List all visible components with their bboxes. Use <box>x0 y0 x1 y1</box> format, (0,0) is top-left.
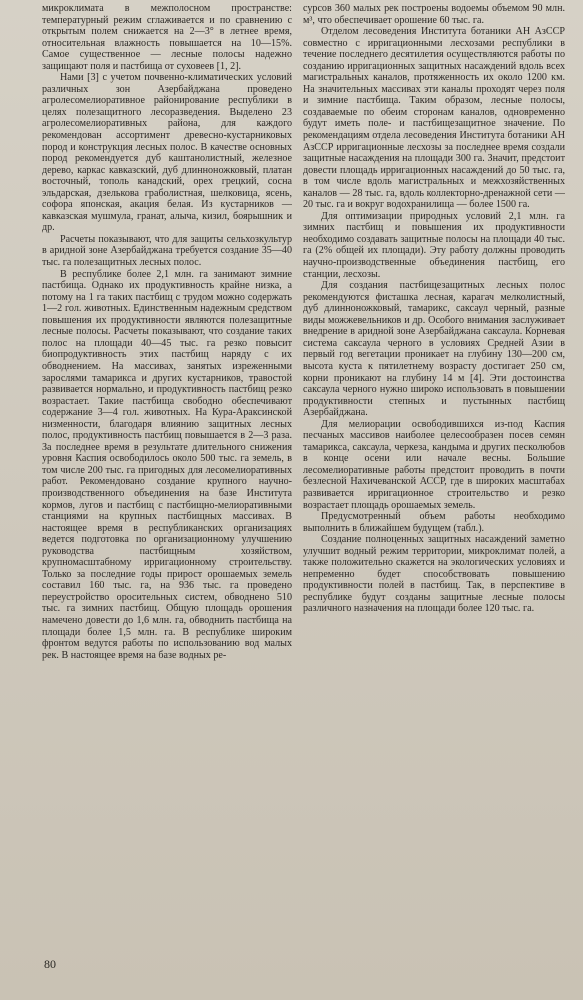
paragraph: Отделом лесоведения Института ботаники АН АзССР совместно с ирригационными лесхозами республики в течение последнего десятилетия осуществляются работы по созданию ирригационных защитных насаждений вдоль всех магистральных каналов, протяженность их около 1200 км. На значительных массивах эти каналы проходят через поля и зимние пастбища. Таким образом, лесные полосы, создаваемые по обеим сторонам каналов, одновременно будут иметь поле- и пастбищезащитное значение. По рекомендациям отдела лесоведения Института ботаники АН АзССР ирригационные лесхозы за последнее время создали защитные насаждения на площади 300 га. Значит, предстоит довести площадь ирригационных насаждений до 50 тыс. га, в том числе вдоль магистральных и межхозяйственных каналов — 28 тыс. га, вдоль коллекторно-дренажной сети — 20 тыс. га и вокруг водохранилища — более 1500 га. <box>303 26 565 211</box>
paragraph: микроклимата в межполосном пространстве: температурный режим сглаживается и по сравнению с открытым полем снижается на 2—3° в летнее время, относительная влажность повышается на 10—15%. Самое существенное — лесные полосы надежно защищают поля и пастбища от суховеев [1, 2]. <box>42 3 292 72</box>
paragraph: В республике более 2,1 млн. га занимают зимние пастбища. Однако их продуктивность крайне низка, а потому на 1 га таких пастбищ с трудом можно содержать 1—2 гол. животных. Единственным надежным средством повышения их продуктивности являются полезащитные лесные полосы. Расчеты показывают, что создание таких полос на площади 40—45 тыс. га резко повысит биопродуктивность этих пастбищ наряду с их обводнением. На массивах, занятых изреженными зарослями тамарикса и других кустарников, травостой развивается нормально, и продуктивность пастбищ резко возрастает. Такие пастбища свободно обеспечивают содержание 3—4 гол. животных. На Кура-Араксинской низменности, благодаря влиянию защитных лесных полос, продуктивность пастбищ повышается в 2—3 раза. За последнее время в результате длительного снижения уровня Каспия освободилось около 500 тыс. га земель, в том числе 200 тыс. га пригодных для лесомелиоративных работ. Рекомендовано создание крупного научно-производственного объединения на базе Института кормов, лугов и пастбищ с пастбищно-мелиоративными станциями на крупных пастбищных массивах. В настоящее время в республиканских организациях ведется подготовка по организационному улучшению руководства пастбищным хозяйством, крупномасштабному ирригационному строительству. Только за последние годы прирост орошаемых земель составил 160 тыс. га, на 936 тыс. га проведено переустройство оросительных систем, обводнено 510 тыс. га зимних пастбищ. Общую площадь орошения намечено довести до 1,6 млн. га, обводнить пастбища на площади более 1,5 млн. га. В республике широким фронтом ведутся работы по использованию вод малых рек. В настоящее время на базе водных ре- <box>42 268 292 661</box>
paragraph: Нами [3] с учетом почвенно-климатических условий различных зон Азербайджана проведено агролесомелиоративное районирование республики в целях полезащитного лесоразведения. Выделено 23 агролесомелиоративных района, для каждого рекомендован ассортимент древесно-кустарниковых пород и конструкция лесных полос. В качестве основных пород рекомендуется дуб каштанолистный, железное дерево, каркас кавказский, дуб длинноножковый, платан восточный, тополь канадский, орех грецкий, сосна эльдарская, дзелькова граболистная, шелковица, ясень, софора японская, акация белая. Из кустарников — кавказская мушмула, гранат, алыча, кизил, боярышник и др. <box>42 72 292 234</box>
paragraph: Для создания пастбищезащитных лесных полос рекомендуются фисташка лесная, карагач мелколистный, дуб длинноножковый, тамарикс, саксаул черный, разные виды можжевельников и др. Особого внимания заслуживает внедрение в аридной зоне Азербайджана саксаула. Корневая система саксаула черного в условиях Средней Азии в первый год вегетации проникает на глубину 130—200 см, высота куста к пятилетнему возрасту достигает 250 см, корни проникают на глубину 14 м [4]. Эти достоинства саксаула черного нужно широко использовать в повышении продуктивности степных и пустынных пастбищ Азербайджана. <box>303 280 565 419</box>
paragraph: Для оптимизации природных условий 2,1 млн. га зимних пастбищ и повышения их продуктивности необходимо создавать защитные полосы на площади 40 тыс. га (2% общей их площади). Эту работу должны проводить научно-производственные объединения пастбищ, его станции, лесхозы. <box>303 210 565 280</box>
paragraph: Предусмотренный объем работы необходимо выполнить в ближайшем будущем (табл.). <box>303 511 565 534</box>
paragraph: Для мелиорации освободившихся из-под Каспия песчаных массивов наиболее целесообразен посев семян тамарикса, саксаула, черкеза, кандыма и других песколюбов в конце осени или начале весны. Большие лесомелиоративные работы предстоит проводить в почти безлесной Нахичеванской АССР, где в широких масштабах развивается ирригационное строительство и резко возрастает площадь орошаемых земель. <box>303 418 565 511</box>
page-number: 80 <box>44 957 56 971</box>
right-column <box>303 3 565 960</box>
paragraph: Расчеты показывают, что для защиты сельхозкультур в аридной зоне Азербайджана требуется создание 35—40 тыс. га полезащитных лесных полос. <box>42 233 292 269</box>
paragraph: сурсов 360 малых рек построены водоемы объемом 90 млн. м³, что обеспечивает орошение 60 тыс. га. <box>303 3 565 26</box>
paragraph: Создание полноценных защитных насаждений заметно улучшит водный режим территории, микроклимат полей, а также положительно скажется на экологических условиях и непременно будет способствовать повышению продуктивности полей в пастбищ. Так, в перспективе в республике будут созданы защитные лесные полосы различного назначения на площади более 120 тыс. га. <box>303 534 565 615</box>
left-column <box>42 3 292 960</box>
